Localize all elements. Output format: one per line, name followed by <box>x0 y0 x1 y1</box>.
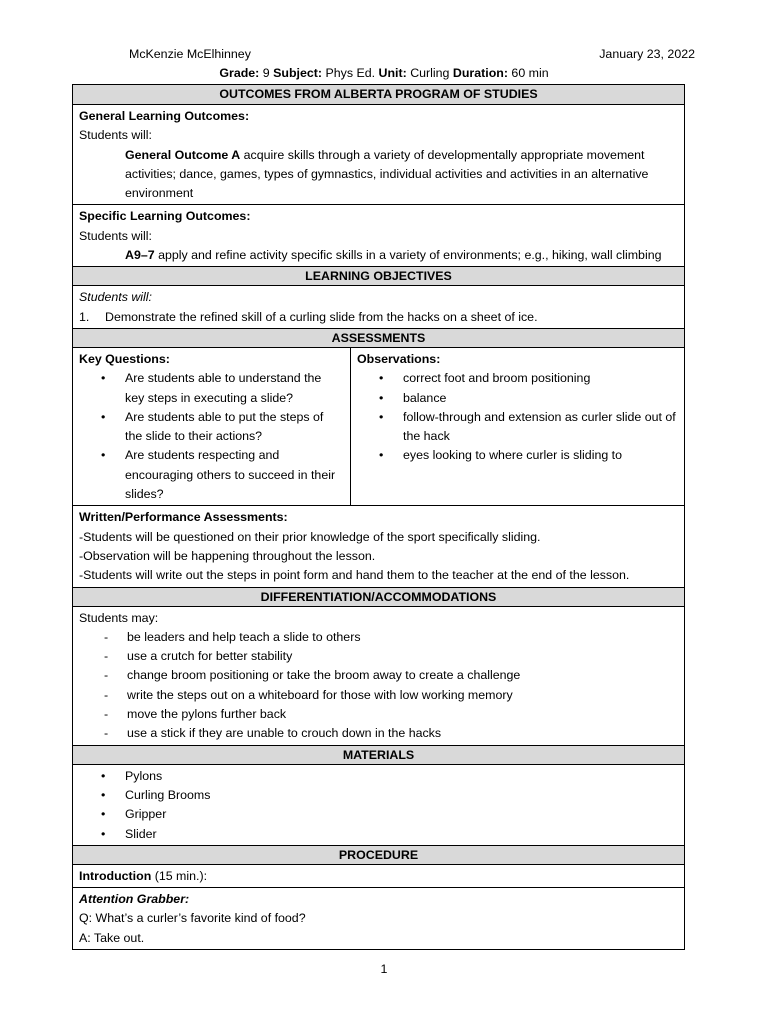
differentiation-heading: DIFFERENTIATION/ACCOMMODATIONS <box>73 587 684 606</box>
specific-outcome-a9-7 <box>79 246 678 265</box>
list-item: - write the steps out on a whiteboard for those with low working memory <box>79 686 678 705</box>
subject-label: Subject: <box>273 66 323 80</box>
materials-list <box>79 767 678 844</box>
duration-label: Duration: <box>452 66 508 80</box>
objectives-list <box>79 308 678 327</box>
unit-label: Unit: <box>378 66 407 80</box>
specific-outcomes-title: Specific Learning Outcomes: <box>79 209 251 224</box>
objective-item <box>79 308 678 327</box>
grade-value: 9 <box>262 66 270 80</box>
written-assessment-line: -Students will write out the steps in point form and hand them to the teacher at the end of the lesson. <box>79 568 630 583</box>
objective-text: Demonstrate the refined skill of a curling slide from the hacks on a sheet of ice. <box>105 309 538 324</box>
list-item: • follow-through and extension as curler slide out of the hack <box>357 408 678 447</box>
attention-grabber-title: Attention Grabber: <box>79 892 190 907</box>
list-item: • Are students able to understand the key steps in executing a slide? <box>79 369 344 408</box>
specific-outcome-text: apply and refine activity specific skills in a variety of environments; e.g., hiking, wall climbing <box>154 248 662 263</box>
introduction-heading-row <box>73 864 684 887</box>
page-number: 1 <box>380 962 388 976</box>
outcomes-heading: OUTCOMES FROM ALBERTA PROGRAM OF STUDIES <box>73 85 684 104</box>
duration-value: 60 min <box>511 66 549 80</box>
grade-label: Grade: <box>219 66 260 80</box>
list-item: • Curling Brooms <box>79 786 678 805</box>
lesson-date: January 23, 2022 <box>599 47 695 61</box>
specific-outcomes-section <box>73 204 684 266</box>
subject-value: Phys Ed. <box>325 66 376 80</box>
differentiation-list <box>79 628 678 744</box>
list-item: - use a crutch for better stability <box>79 647 678 666</box>
assessments-heading: ASSESSMENTS <box>73 328 684 347</box>
list-item: • Are students respecting and encouraging others to succeed in their slides? <box>79 446 344 504</box>
general-outcomes-title: General Learning Outcomes: <box>79 109 250 123</box>
observations-list <box>357 369 678 465</box>
general-students-will: Students will: <box>79 128 153 143</box>
author-name: McKenzie McElhinney <box>129 47 251 61</box>
attention-grabber-section <box>73 887 684 949</box>
key-questions-list <box>79 369 344 504</box>
written-assessments-title: Written/Performance Assessments: <box>79 510 288 525</box>
procedure-heading: PROCEDURE <box>73 845 684 864</box>
observations-title: Observations: <box>357 351 441 366</box>
list-item: • Gripper <box>79 805 678 824</box>
unit-value: Curling <box>410 66 450 80</box>
key-questions-column <box>73 348 351 505</box>
specific-outcome-label: A9–7 <box>125 248 155 263</box>
page-header <box>129 47 695 65</box>
written-assessments-section <box>73 505 684 586</box>
general-outcomes-section <box>73 104 684 204</box>
general-outcome-text: acquire skills through a variety of developmentally appropriate movement activities; dance, games, types of gymnastics, individual activities and activities in an alternative environment <box>125 147 649 201</box>
materials-heading: MATERIALS <box>73 745 684 764</box>
joke-question: Q: What’s a curler’s favorite kind of food? <box>79 911 306 926</box>
list-item: - use a stick if they are unable to crouch down in the hacks <box>79 724 678 743</box>
list-item: - be leaders and help teach a slide to others <box>79 628 678 647</box>
differentiation-section <box>73 606 684 745</box>
list-item: • Are students able to put the steps of the slide to their actions? <box>79 408 344 447</box>
assessments-columns <box>73 347 684 505</box>
observations-column <box>351 348 684 505</box>
general-outcome-a <box>79 146 678 204</box>
written-assessment-line: -Students will be questioned on their prior knowledge of the sport specifically sliding. <box>79 529 541 544</box>
joke-answer: A: Take out. <box>79 930 145 945</box>
list-item: • Slider <box>79 825 678 844</box>
list-item: - change broom positioning or take the broom away to create a challenge <box>79 666 678 685</box>
introduction-time: (15 min.): <box>151 868 208 883</box>
list-item: • Pylons <box>79 767 678 786</box>
objective-number: 1. <box>79 309 90 324</box>
list-item: • balance <box>357 389 678 408</box>
lesson-plan-table <box>72 84 685 950</box>
general-outcome-label: General Outcome A <box>125 147 241 162</box>
materials-section <box>73 764 684 845</box>
objectives-section <box>73 285 684 328</box>
differentiation-intro: Students may: <box>79 610 159 625</box>
specific-students-will: Students will: <box>79 228 153 243</box>
list-item: - move the pylons further back <box>79 705 678 724</box>
list-item: • correct foot and broom positioning <box>357 369 678 388</box>
introduction-label: Introduction <box>79 868 152 883</box>
list-item: • eyes looking to where curler is sliding to <box>357 446 678 465</box>
written-assessment-line: -Observation will be happening throughout the lesson. <box>79 548 376 563</box>
key-questions-title: Key Questions: <box>79 351 170 366</box>
objectives-heading: LEARNING OBJECTIVES <box>73 266 684 285</box>
objectives-intro: Students will: <box>79 290 153 305</box>
lesson-info-line <box>0 66 768 80</box>
